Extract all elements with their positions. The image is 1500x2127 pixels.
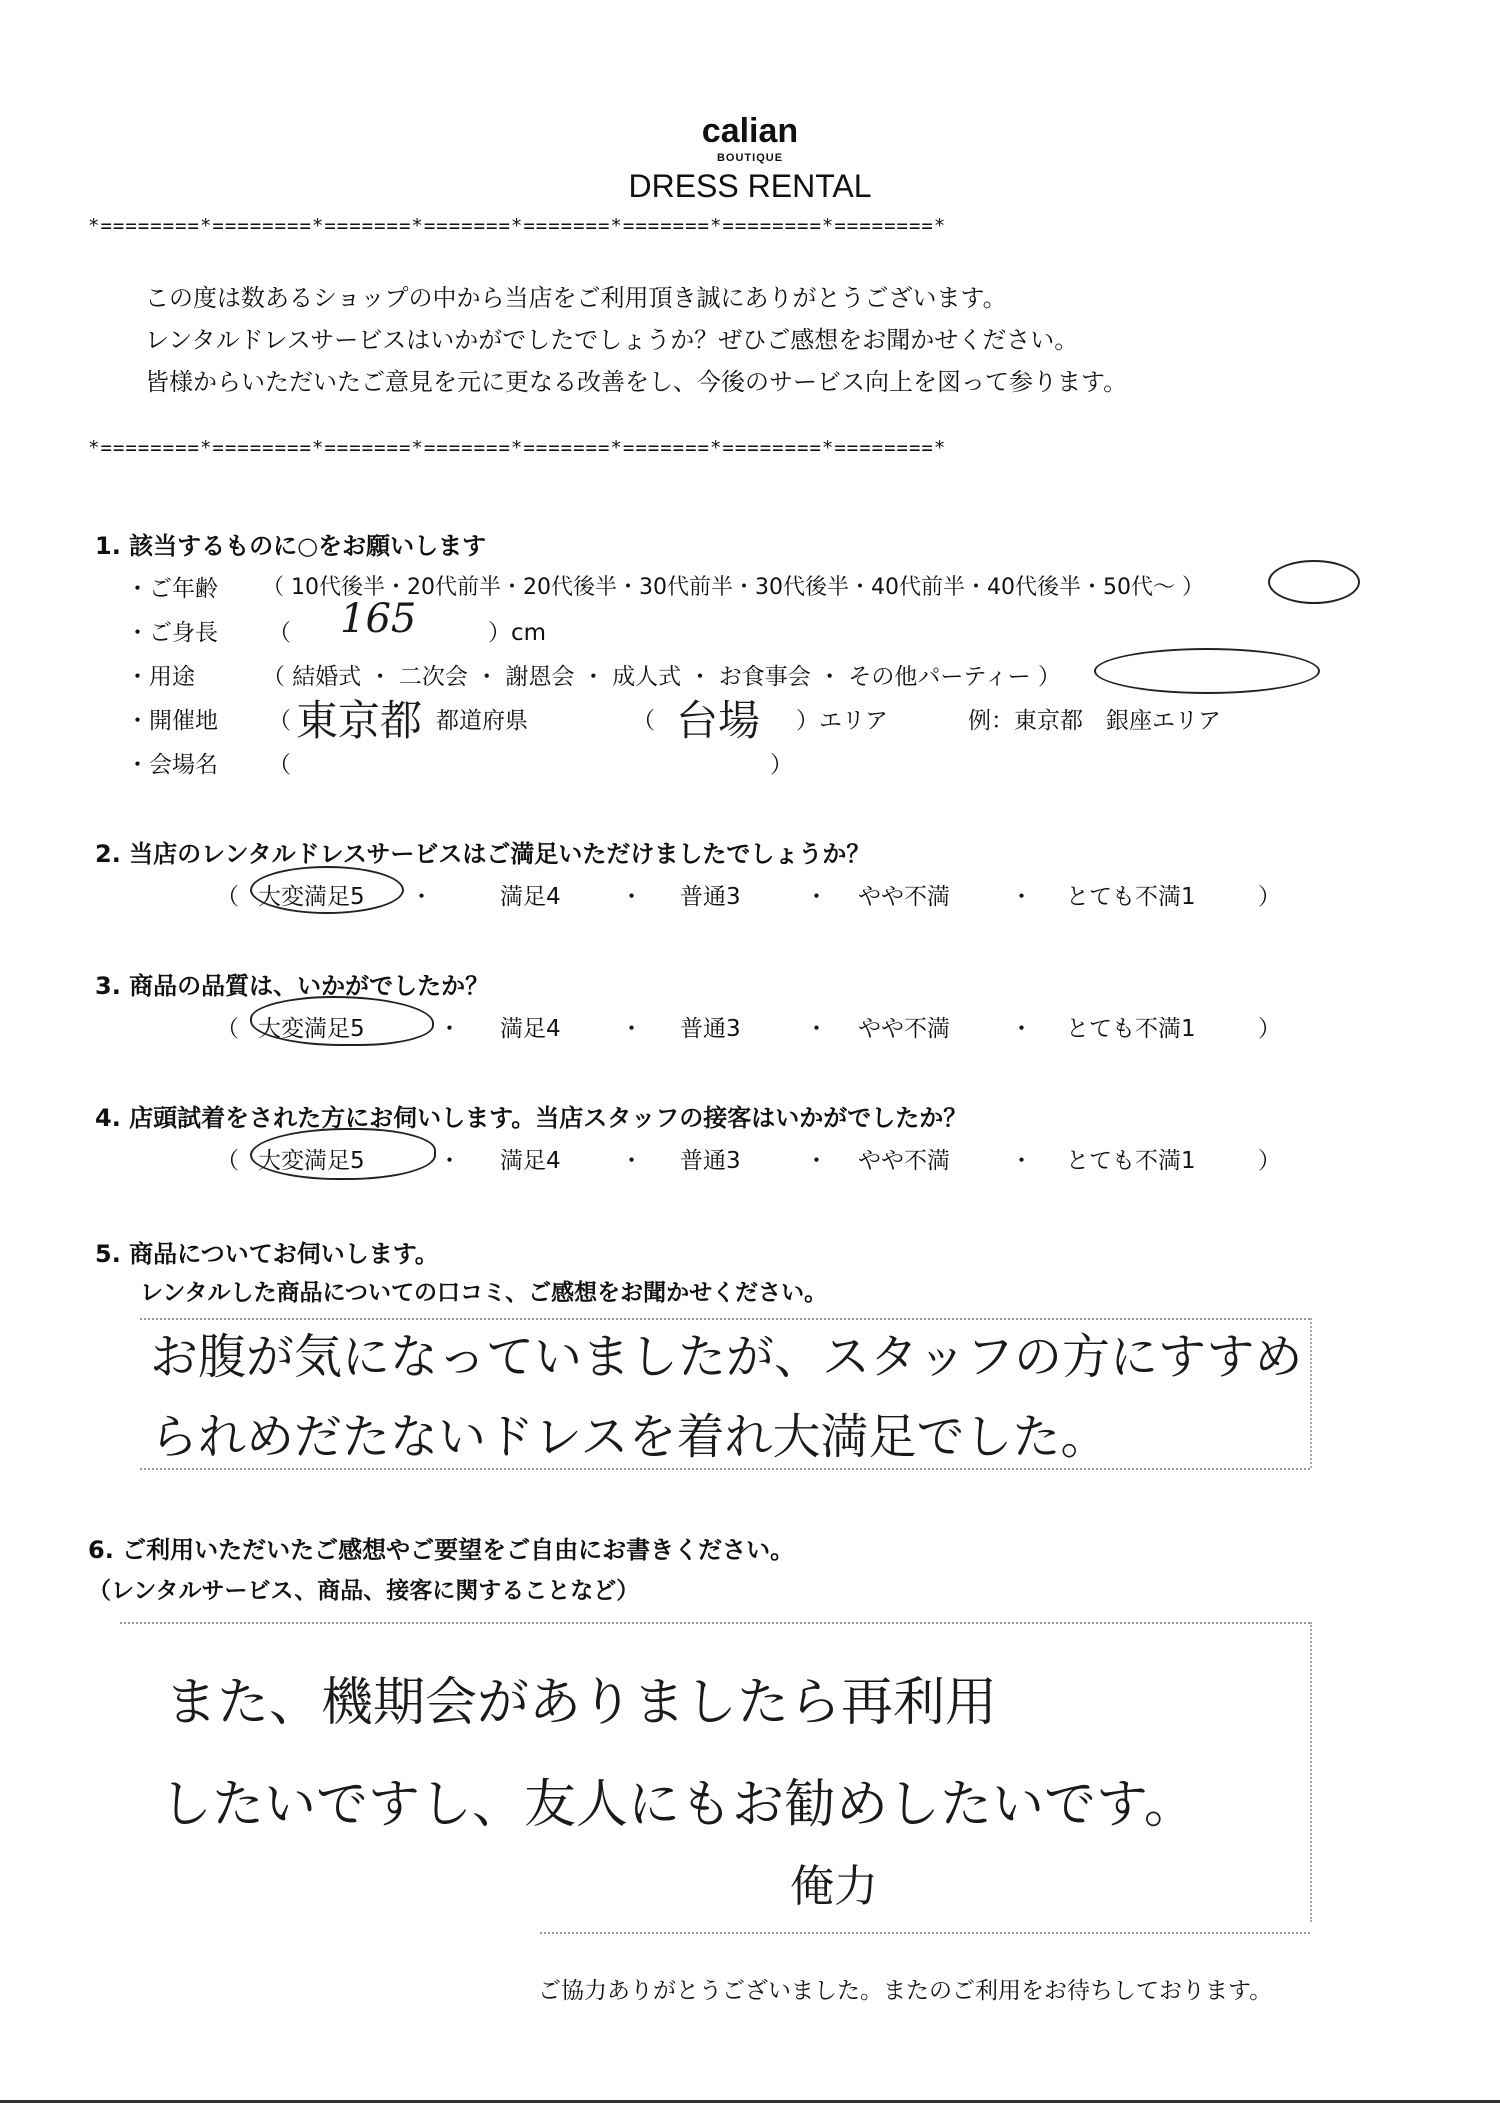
area-suffix: ）エリア [796, 708, 888, 734]
rating-satisfied: 満足4 [500, 1148, 561, 1174]
rating-very-dissatisfied: とても不満1 [1066, 1148, 1196, 1174]
area-value: 台場 [676, 696, 761, 745]
height-label: ・ご身長 [126, 620, 218, 646]
region-example: 例：東京都 銀座エリア [968, 708, 1221, 734]
rating-separator: ・ [1010, 884, 1033, 910]
rating-open: （ [216, 1148, 239, 1174]
rating-close: ） [1258, 1016, 1281, 1042]
prefecture-open: （ [268, 708, 291, 734]
purpose-selection-circle [1094, 648, 1320, 694]
intro-line-2: レンタルドレスサービスはいかがでしたでしょうか？ぜひご感想をお聞かせください。 [145, 326, 1079, 354]
rating-separator: ・ [1010, 1016, 1033, 1042]
q4-title: 4. 店頭試着をされた方にお伺いします。当店スタッフの接客はいかがでしたか？ [95, 1104, 968, 1132]
q5-answer-line-2: られめだたないドレスを着れ大満足でした。 [150, 1409, 1109, 1465]
rating-separator: ・ [620, 1148, 643, 1174]
venue-name-label: ・会場名 [126, 752, 218, 778]
rating-separator: ・ [438, 1148, 461, 1174]
q6-answer-line-1: また、機期会がありましたら再利用 [165, 1673, 998, 1733]
q6-title: 6. ご利用いただいたご感想やご要望をご自由にお書きください。 [88, 1536, 795, 1564]
rating-somewhat-dissatisfied: やや不満 [858, 1148, 950, 1174]
page-title: DRESS RENTAL [628, 168, 872, 204]
q6-answer-box-top [120, 1622, 1310, 1624]
footer-thanks: ご協力ありがとうございました。またのご利用をお待ちしております。 [538, 1978, 1273, 2004]
rating-separator: ・ [805, 884, 828, 910]
q4-selection-circle [250, 1128, 436, 1180]
age-label: ・ご年齢 [126, 576, 218, 602]
purpose-options: （ 結婚式 ・ 二次会 ・ 謝恩会 ・ 成人式 ・ お食事会 ・ その他パーティー ） [262, 664, 1061, 690]
rating-normal: 普通3 [680, 1148, 741, 1174]
rating-very-satisfied: 大変満足5 [258, 1016, 365, 1042]
height-open: （ [268, 620, 291, 646]
q6-answer-line-2: したいですし、友人にもお勧めしたいです。 [160, 1775, 1196, 1835]
region-label: ・開催地 [126, 708, 218, 734]
rating-very-dissatisfied: とても不満1 [1066, 884, 1196, 910]
purpose-label: ・用途 [126, 664, 195, 690]
brand-logo: calian [701, 112, 799, 150]
rating-satisfied: 満足4 [500, 884, 561, 910]
q5-answer-line-1: お腹が気になっていましたが、スタッフの方にすすめ [150, 1329, 1303, 1385]
rating-separator: ・ [805, 1016, 828, 1042]
rating-open: （ [216, 884, 239, 910]
q3-title: 3. 商品の品質は、いかがでしたか？ [95, 972, 490, 1000]
brand-sub: BOUTIQUE [716, 152, 784, 164]
rating-normal: 普通3 [680, 1016, 741, 1042]
q5-answer-box-bottom [140, 1468, 1310, 1470]
intro-line-1: この度は数あるショップの中から当店をご利用頂き誠にありがとうございます。 [145, 284, 1007, 312]
area-open: （ [632, 708, 655, 734]
rating-satisfied: 満足4 [500, 1016, 561, 1042]
scan-edge-line [0, 2100, 1500, 2103]
height-close: ）cm [488, 620, 547, 646]
age-options: （ 10代後半・20代前半・20代後半・30代前半・30代後半・40代前半・40代後半・50代〜 ） [262, 575, 1204, 600]
venue-open: （ [268, 752, 291, 778]
rating-very-satisfied: 大変満足5 [258, 1148, 365, 1174]
rating-somewhat-dissatisfied: やや不満 [858, 884, 950, 910]
q6-answer-box-bottom [540, 1932, 1310, 1934]
q5-answer-box-side [1310, 1318, 1312, 1468]
rating-close: ） [1258, 1148, 1281, 1174]
rating-separator: ・ [620, 884, 643, 910]
age-selection-circle [1268, 560, 1360, 604]
rating-separator: ・ [410, 884, 433, 910]
q6-answer-line-3: 俺力 [790, 1861, 878, 1912]
rating-separator: ・ [620, 1016, 643, 1042]
prefecture-suffix: 都道府県 [436, 708, 528, 734]
q1-title: 1. 該当するものに○をお願いします [95, 532, 487, 560]
rating-normal: 普通3 [680, 884, 741, 910]
intro-line-3: 皆様からいただいたご意見を元に更なる改善をし、今後のサービス向上を図って参ります。 [145, 368, 1128, 396]
q6-subtitle: （レンタルサービス、商品、接客に関することなど） [88, 1578, 640, 1604]
rating-separator: ・ [438, 1016, 461, 1042]
rating-separator: ・ [805, 1148, 828, 1174]
q5-title: 5. 商品についてお伺いします。 [95, 1240, 439, 1268]
q3-selection-circle [250, 996, 434, 1046]
rating-close: ） [1258, 884, 1281, 910]
rating-open: （ [216, 1016, 239, 1042]
q2-title: 2. 当店のレンタルドレスサービスはご満足いただけましたでしょうか？ [95, 840, 871, 868]
rating-very-satisfied: 大変満足5 [258, 884, 365, 910]
q6-answer-box-side [1310, 1622, 1312, 1922]
rating-separator: ・ [1010, 1148, 1033, 1174]
prefecture-value: 東京都 [296, 696, 423, 745]
height-value: 165 [340, 596, 417, 642]
divider-top: *========*========*=======*=======*=======*=======*========*========* [88, 215, 947, 237]
rating-somewhat-dissatisfied: やや不満 [858, 1016, 950, 1042]
rating-very-dissatisfied: とても不満1 [1066, 1016, 1196, 1042]
q5-subtitle: レンタルした商品についての口コミ、ご感想をお聞かせください。 [140, 1280, 828, 1306]
divider-bottom: *========*========*=======*=======*=======*=======*========*========* [88, 437, 947, 459]
venue-close: ） [770, 752, 793, 778]
q2-selection-circle [250, 866, 404, 914]
